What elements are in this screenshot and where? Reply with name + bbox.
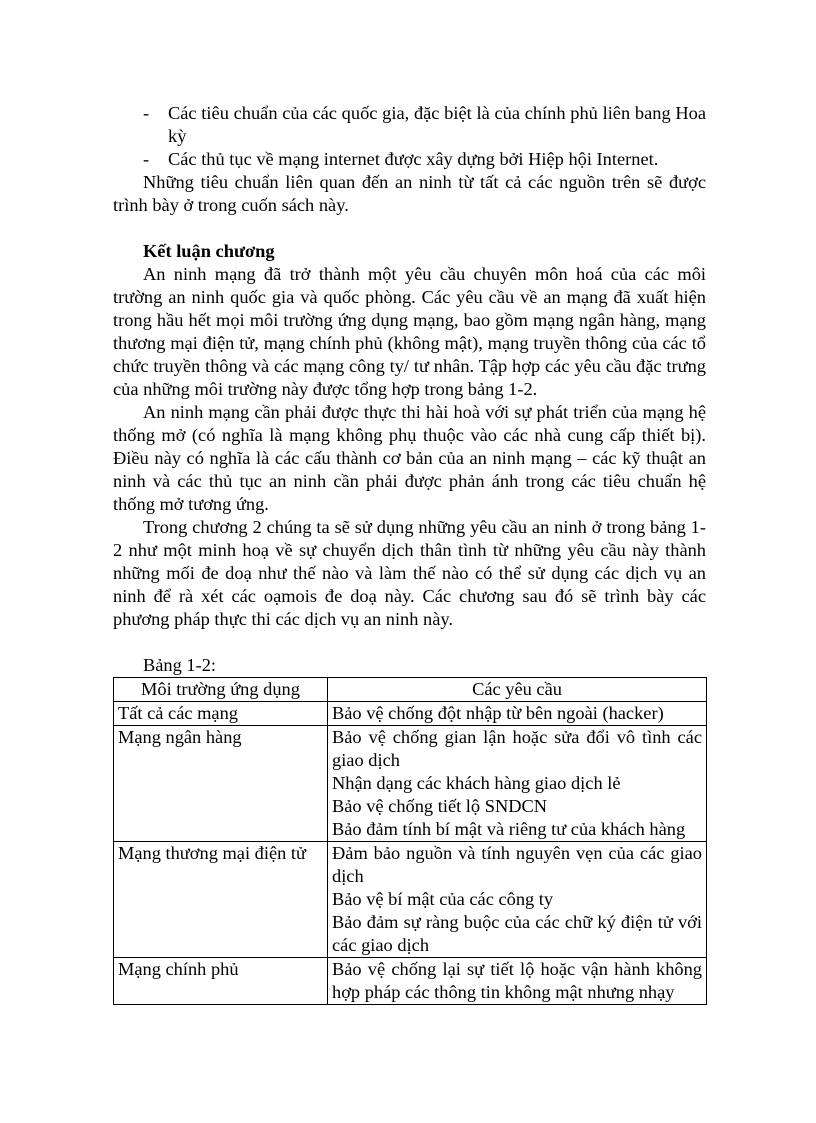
body-paragraph: An ninh mạng đã trở thành một yêu cầu chuyên môn hoá của các môi trường an ninh quốc gia và quốc phòng. Các yêu cầu về an mạng đã xuất hiện trong hầu hết mọi môi trường ứng dụng mạng, bao gồm mạng ngân hàng, mạng thương mại điện tử, mạng chính phủ (không mật), mạng truyền thông của các tổ chức truyền thông và các mạng công ty/ tư nhân. Tập hợp các yêu cầu đặc trưng của những môi trường này được tổng hợp trong bảng 1-2.: [113, 264, 706, 399]
environment-cell: Mạng chính phủ: [114, 958, 328, 1005]
requirement-line: Bảo vệ chống đột nhập từ bên ngoài (hacker): [332, 703, 664, 723]
requirement-line: Bảo vệ chống gian lận hoặc sửa đổi vô tình các giao dịch: [332, 727, 702, 770]
environment-cell: Mạng ngân hàng: [114, 726, 328, 842]
body-paragraph: Trong chương 2 chúng ta sẽ sử dụng những yêu cầu an ninh ở trong bảng 1-2 như một minh hoạ về sự chuyển dịch thân tình từ những yêu cầu này thành những mối đe doạ như thế nào và làm thế nào có thể sử dụng các dịch vụ an ninh để rà xét các oạmois đe doạ này. Các chương sau đó sẽ trình bày các phương pháp thực thi các dịch vụ an ninh này.: [113, 517, 706, 629]
requirements-table: [113, 677, 707, 1005]
column-header-requirements: Các yêu cầu: [328, 678, 707, 702]
bullet-marker: -: [143, 149, 150, 169]
environment-cell: Mạng thương mại điện tử: [114, 842, 328, 958]
table-header-row: [114, 678, 707, 702]
bullet-item: [113, 148, 706, 171]
table-row: [114, 726, 707, 842]
requirements-cell: [328, 726, 707, 842]
intro-paragraph: Những tiêu chuẩn liên quan đến an ninh từ tất cả các nguồn trên sẽ được trình bày ở trong cuốn sách này.: [113, 172, 706, 215]
bullet-text: Các tiêu chuẩn của các quốc gia, đặc biệt là của chính phủ liên bang Hoa kỳ: [168, 103, 706, 146]
requirement-line: Bảo vệ bí mật của các công ty: [332, 889, 554, 909]
requirements-cell: [328, 958, 707, 1005]
environment-cell: Tất cả các mạng: [114, 702, 328, 726]
requirement-line: Nhận dạng các khách hàng giao dịch lẻ: [332, 773, 621, 793]
table-row: [114, 702, 707, 726]
table-caption: Bảng 1-2:: [143, 655, 217, 675]
requirements-cell: [328, 702, 707, 726]
requirement-line: Bảo đảm tính bí mật và riêng tư của khách hàng: [332, 819, 686, 839]
table-row: [114, 842, 707, 958]
column-header-environment: Môi trường ứng dụng: [114, 678, 328, 702]
requirement-line: Bảo vệ chống lại sự tiết lộ hoặc vận hành không hợp pháp các thông tin không mật nhưng nhạy: [332, 959, 702, 1002]
bullet-marker: -: [143, 103, 150, 123]
requirement-line: Đảm bảo nguồn và tính nguyên vẹn của các giao dịch: [332, 843, 702, 886]
requirement-line: Bảo vệ chống tiết lộ SNDCN: [332, 796, 548, 816]
document-page: [113, 102, 706, 1005]
requirements-cell: [328, 842, 707, 958]
requirement-line: Bảo đảm sự ràng buộc của các chữ ký điện tử với các giao dịch: [332, 912, 702, 955]
body-paragraph: An ninh mạng cần phải được thực thi hài hoà với sự phát triển của mạng hệ thống mở (có nghĩa là mạng không phụ thuộc vào các nhà cung cấp thiết bị). Điều này có nghĩa là các cấu thành cơ bản của an ninh mạng – các kỹ thuật an ninh và các thủ tục an ninh cần phải được phản ánh trong các tiêu chuẩn hệ thống mở tương ứng.: [113, 402, 706, 514]
section-title: Kết luận chương: [143, 241, 275, 261]
bullet-item: [113, 102, 706, 148]
bullet-text: Các thủ tục về mạng internet được xây dựng bởi Hiệp hội Internet.: [168, 149, 659, 169]
table-row: [114, 958, 707, 1005]
